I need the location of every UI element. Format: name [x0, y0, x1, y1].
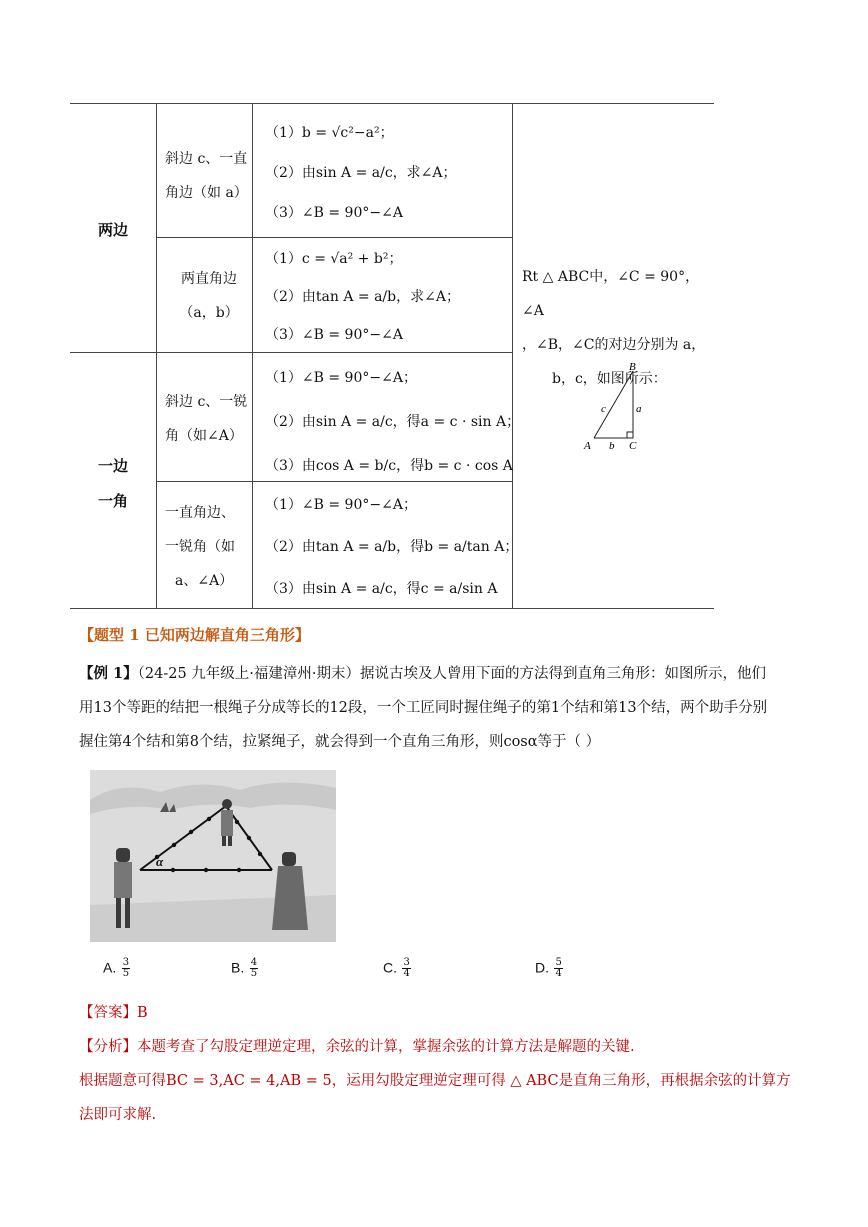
- formulas-hyp-leg: [265, 113, 457, 233]
- formula-line: （1）∠B = 90°−∠A；: [265, 497, 417, 513]
- analysis-line1: [79, 1030, 799, 1064]
- angle-alpha-label: α: [156, 854, 164, 869]
- option-letter: A.: [103, 959, 117, 976]
- option-fraction: [402, 958, 410, 979]
- table-divider: [252, 103, 253, 608]
- sub-leg-angle-line1: 一直角边、: [165, 505, 235, 521]
- question-text: 据说古埃及人曾用下面的方法得到直角三角形：如图所示，他们: [360, 666, 767, 682]
- vertex-label-C: C: [629, 440, 637, 452]
- option-fraction: [250, 958, 258, 979]
- rope-triangle-illustration: [90, 770, 336, 942]
- side-label-c: c: [601, 403, 606, 415]
- fraction-numerator: 4: [250, 957, 258, 968]
- vertex-label-B: B: [629, 362, 636, 373]
- option-letter: B.: [231, 959, 245, 976]
- fraction-denominator: 5: [250, 968, 258, 979]
- table-divider: [156, 237, 512, 238]
- formula-line: （3）∠B = 90°−∠A: [265, 205, 403, 221]
- formulas-two-legs: [265, 240, 460, 354]
- sub-hyp-angle-line2: 角（如∠A）: [165, 428, 243, 444]
- fraction-numerator: 5: [555, 957, 562, 968]
- sub-two-legs-line2: （a，b）: [179, 305, 239, 321]
- option-C[interactable]: [383, 958, 412, 979]
- answer: 【答案】B: [79, 1005, 148, 1021]
- formula-line: （3）由cos A = b/c，得b = c · cos A: [265, 458, 513, 474]
- side-note-line1: Rt △ ABC中，∠C = 90°，∠A: [522, 269, 700, 319]
- formula-line: （3）∠B = 90°−∠A: [265, 327, 403, 343]
- formula-line: （2）由sin A = a/c，求∠A；: [265, 165, 457, 181]
- vertex-label-A: A: [584, 440, 591, 452]
- fraction-denominator: 4: [403, 968, 410, 979]
- section-heading: 【题型 1 已知两边解直角三角形】: [79, 626, 310, 644]
- sub-hyp-leg-line2: 角边（如 a）: [165, 185, 248, 201]
- example-question: [79, 657, 799, 759]
- question-line1: [79, 657, 799, 691]
- right-triangle-figure: [580, 362, 650, 454]
- category-side-angle-line1: 一边: [98, 457, 129, 475]
- side-label-a: a: [636, 403, 642, 415]
- option-fraction: [122, 958, 130, 979]
- formula-line: （2）由sin A = a/c，得a = c · sin A；: [265, 414, 521, 430]
- analysis: [79, 1030, 799, 1132]
- formula-line: （3）由sin A = a/c，得c = a/sin A: [265, 581, 498, 597]
- side-label-b: b: [609, 440, 615, 452]
- fraction-denominator: 5: [122, 968, 130, 979]
- formula-line: （2）由tan A = a/b，求∠A；: [265, 289, 460, 305]
- question-line2: 用13个等距的结把一根绳子分成等长的12段，一个工匠同时握住绳子的第1个结和第13个结，两个助手分别: [79, 700, 768, 716]
- sub-hyp-leg: [165, 142, 248, 210]
- formula-line: （1）c = √a² + b²；: [265, 251, 403, 267]
- formulas-leg-angle: [265, 484, 518, 610]
- side-note-line2: ，∠B，∠C的对边分别为 a，: [522, 337, 706, 353]
- fraction-numerator: 3: [403, 957, 410, 968]
- analysis-label: 【分析】: [79, 1039, 137, 1055]
- example-label: 【例 1】: [79, 665, 138, 682]
- sub-leg-angle: [165, 496, 235, 598]
- analysis-text: 本题考查了勾股定理逆定理，余弦的计算，掌握余弦的计算方法是解题的关键.: [137, 1039, 635, 1055]
- table-top-border: [70, 103, 714, 104]
- fraction-denominator: 4: [555, 968, 562, 979]
- triangle-edge-c: [594, 371, 633, 438]
- right-angle-marker: [627, 432, 633, 438]
- category-side-angle-line2: 一角: [98, 492, 129, 510]
- side-note-line3: b，c，如图所示：: [552, 371, 667, 387]
- analysis-line3: 法即可求解.: [79, 1107, 157, 1123]
- option-A[interactable]: [103, 958, 131, 979]
- sub-leg-angle-line2: 一锐角（如: [165, 539, 235, 555]
- category-two-sides: 两边: [98, 221, 129, 239]
- option-letter: C.: [383, 959, 397, 976]
- sub-two-legs-line1: 两直角边: [181, 271, 237, 287]
- fraction-numerator: 3: [122, 957, 130, 968]
- formulas-hyp-angle: [265, 356, 520, 488]
- question-line3: 握住第4个结和第8个结，拉紧绳子，就会得到一个直角三角形，则cosα等于（ ）: [79, 734, 601, 750]
- sub-leg-angle-line3: a、∠A）: [175, 573, 234, 589]
- formula-line: （2）由tan A = a/b，得b = a/tan A；: [265, 539, 519, 555]
- sub-hyp-leg-line1: 斜边 c、一直: [165, 151, 248, 167]
- option-letter: D.: [535, 959, 549, 976]
- formula-line: （1）∠B = 90°−∠A；: [265, 370, 417, 386]
- example-source: （24-25 九年级上·福建漳州·期末）: [137, 666, 361, 682]
- option-B[interactable]: [231, 958, 259, 979]
- table-divider: [156, 103, 157, 608]
- sub-two-legs: [174, 262, 244, 330]
- sub-hyp-angle: [165, 385, 247, 453]
- formula-line: （1）b = √c²−a²；: [265, 125, 394, 141]
- option-fraction: [554, 958, 562, 979]
- sub-hyp-angle-line1: 斜边 c、一锐: [165, 394, 248, 410]
- analysis-line2: 根据题意可得BC = 3,AC = 4,AB = 5，运用勾股定理逆定理可得 △ ABC是直角三角形，再根据余弦的计算方: [79, 1073, 791, 1089]
- option-D[interactable]: [535, 958, 564, 979]
